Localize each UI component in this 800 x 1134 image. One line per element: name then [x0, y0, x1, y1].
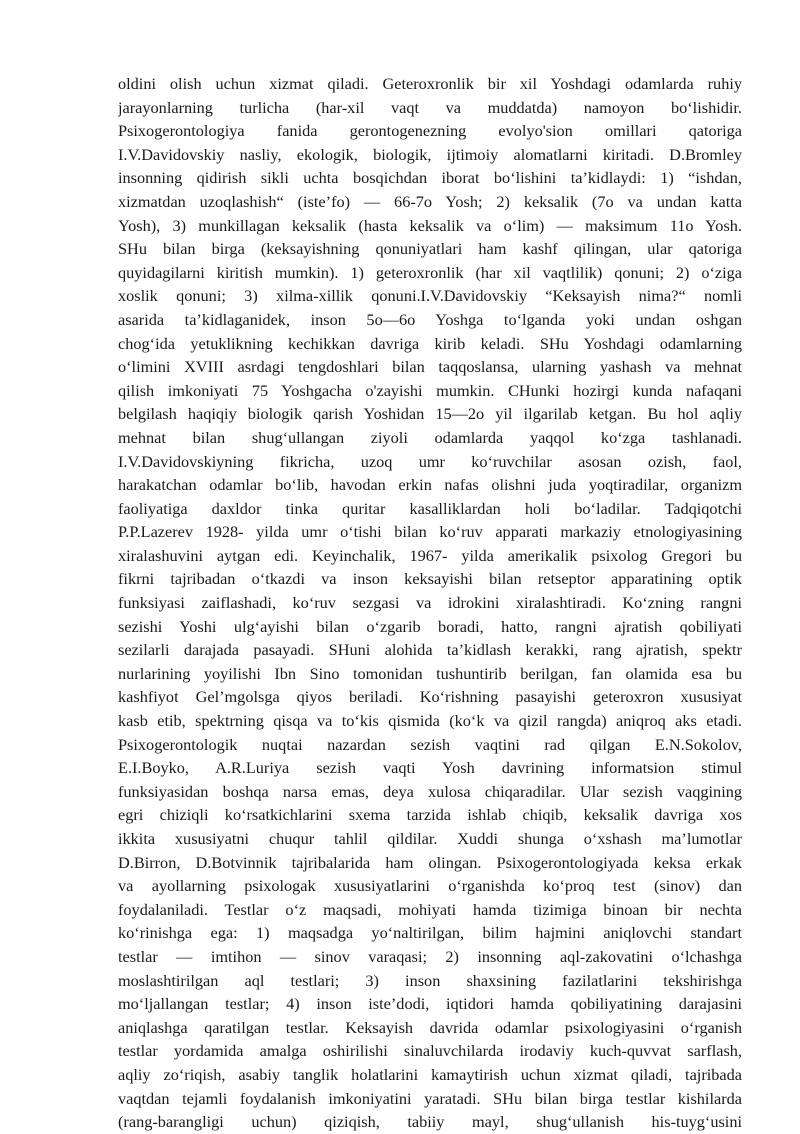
text-line: oldini olish uchun xizmat qiladi. Geteroxronlik bir xil Yoshdagi odamlarda ruhiy — [118, 74, 742, 93]
text-line: ikkita xususiyatni chuqur tahlil qildilar. Xuddi shunga o‘xshash ma’lumotlar — [118, 829, 742, 848]
text-line: belgilash haqiqiy biologik qarish Yoshidan 15—2o yil ilgarilab ketgan. Bu hol aqliy — [118, 404, 742, 424]
text-line: jarayonlarning turlicha (har-xil vaqt va muddatda) namoyon bo‘lishidir. — [118, 97, 742, 117]
text-line: funksiyasi zaiflashadi, ko‘ruv sezgasi va idrokini xiralashtiradi. Ko‘zning rangni — [118, 593, 742, 613]
text-line: xizmatdan uzoqlashish“ (iste’fo) — 66-7o Yosh; 2) keksalik (7o va undan katta — [118, 191, 742, 211]
text-line: testlar yordamida amalga oshirilishi sinaluvchilarda irodaviy kuch-quvvat sarflash, — [118, 1041, 742, 1061]
text-line: quyidagilarni kiritish mumkin). 1) geteroxronlik (har xil vaqtlilik) qonuni; 2) o‘ziga — [118, 262, 742, 282]
text-line: sezishi Yoshi ulg‘ayishi bilan o‘zgarib boradi, hatto, rangni ajratish qobiliyati — [118, 616, 742, 636]
text-line: funksiyasidan boshqa narsa emas, deya xulosa chiqaradilar. Ular sezish vaqgining — [118, 781, 742, 801]
text-line: (rang-barangligi uchun) qiziqish, tabiiy mayl, shug‘ullanish his-tuyg‘usini — [118, 1112, 742, 1132]
text-line: SHu bilan birga (keksayishning qonuniyatlari ham kashf qilingan, ular qatoriga — [118, 239, 742, 259]
text-line: va ayollarning psixologak xususiyatlarini o‘rganishda ko‘proq test (sinov) dan — [118, 876, 742, 896]
text-line: harakatchan odamlar bo‘lib, havodan erkin nafas olishni juda yoqtiradilar, organizm — [118, 475, 742, 495]
text-line: insonning qidirish sikli uchta bosqichdan iborat bo‘lishini ta’kidlaydi: 1) “ishdan, — [118, 168, 742, 188]
text-line: Yosh), 3) munkillagan keksalik (hasta keksalik va o‘lim) — maksimum 11o Yosh. — [118, 215, 742, 235]
text-line: D.Birron, D.Botvinnik tajribalarida ham olingan. Psixogerontologiyada keksa erkak — [118, 852, 742, 872]
text-line: E.I.Boyko, A.R.Luriya sezish vaqti Yosh davrining informatsion stimul — [118, 758, 742, 778]
text-line: testlar — imtihon — sinov varaqasi; 2) insonning aql-zakovatini o‘lchashga — [118, 946, 742, 966]
text-line: mehnat bilan shug‘ullangan ziyoli odamlarda yaqqol ko‘zga tashlanadi. — [118, 427, 742, 447]
text-line: mo‘ljallangan testlar; 4) inson iste’dodi, iqtidori hamda qobiliyatining darajasini — [118, 994, 742, 1014]
text-line: faoliyatiga daxldor tinka quritar kasalliklardan holi bo‘ladilar. Tadqiqotchi — [118, 498, 742, 518]
text-line: qilish imkoniyati 75 Yoshgacha o'zayishi mumkin. CHunki hozirgi kunda nafaqani — [118, 380, 742, 400]
text-line: chog‘ida yetuklikning kechikkan davriga kirib keladi. SHu Yoshdagi odamlarning — [118, 333, 742, 353]
text-line: moslashtirilgan aql testlari; 3) inson shaxsining fazilatlarini tekshirishga — [118, 970, 742, 990]
text-line: vaqtdan tejamli foydalanish imkoniyatini yaratadi. SHu bilan birga testlar kishilarda — [118, 1088, 742, 1108]
text-line: Psixogerontologiya fanida gerontogenezning evolyo'sion omillari qatoriga — [118, 121, 742, 141]
text-line: aniqlashga qaratilgan testlar. Keksayish davrida odamlar psixologiyasini o‘rganish — [118, 1017, 742, 1037]
text-line: egri chiziqli ko‘rsatkichlarini sxema tarzida ishlab chiqib, keksalik davriga xos — [118, 805, 742, 825]
text-line: sezilarli darajada pasayadi. SHuni alohida ta’kidlash kerakki, rang ajratish, spektr — [118, 640, 742, 660]
text-line: nurlarining yoyilishi Ibn Sino tomonidan tushuntirib berilgan, fan olamida esa bu — [118, 663, 742, 683]
text-line: xoslik qonuni; 3) xilma-xillik qonuni.I.V.Davidovskiy “Keksayish nima?“ nomli — [118, 286, 742, 306]
text-line: xiralashuvini aytgan edi. Keyinchalik, 1967- yilda amerikalik psixolog Gregori bu — [118, 545, 742, 565]
text-line: P.P.Lazerev 1928- yilda umr o‘tishi bilan ko‘ruv apparati markaziy etnologiyasining — [118, 522, 742, 542]
text-line: Psixogerontologik nuqtai nazardan sezish vaqtini rad qilgan E.N.Sokolov, — [118, 734, 742, 754]
text-line: foydalaniladi. Testlar o‘z maqsadi, mohiyati hamda tizimiga binoan bir nechta — [118, 899, 742, 919]
text-line: kashfiyot Gel’mgolsga qiyos beriladi. Ko‘rishning pasayishi geteroxron xususiyat — [118, 687, 742, 707]
text-line: I.V.Davidovskiyning fikricha, uzoq umr ko‘ruvchilar asosan ozish, faol, — [118, 451, 742, 471]
document-page — [118, 72, 742, 1134]
text-line: o‘limini XVIII asrdagi tengdoshlari bilan taqqoslansa, ularning yashash va mehnat — [118, 357, 742, 377]
text-line: ko‘rinishga ega: 1) maqsadga yo‘naltirilgan, bilim hajmini aniqlovchi standart — [118, 923, 742, 943]
text-line: asarida ta’kidlaganidek, inson 5o—6o Yoshga to‘lganda yoki undan oshgan — [118, 309, 742, 329]
text-line: I.V.Davidovskiy nasliy, ekologik, biologik, ijtimoiy alomatlarni kiritadi. D.Bromley — [118, 144, 742, 164]
text-line: fikrni tajribadan o‘tkazdi va inson keksayishi bilan retseptor apparatining optik — [118, 569, 742, 589]
text-line: aqliy zo‘riqish, asabiy tanglik holatlarini kamaytirish uchun xizmat qiladi, tajribada — [118, 1064, 742, 1084]
text-line: kasb etib, spektrning qisqa va to‘kis qismida (ko‘k va qizil rangda) aniqroq aks etadi. — [118, 711, 742, 731]
